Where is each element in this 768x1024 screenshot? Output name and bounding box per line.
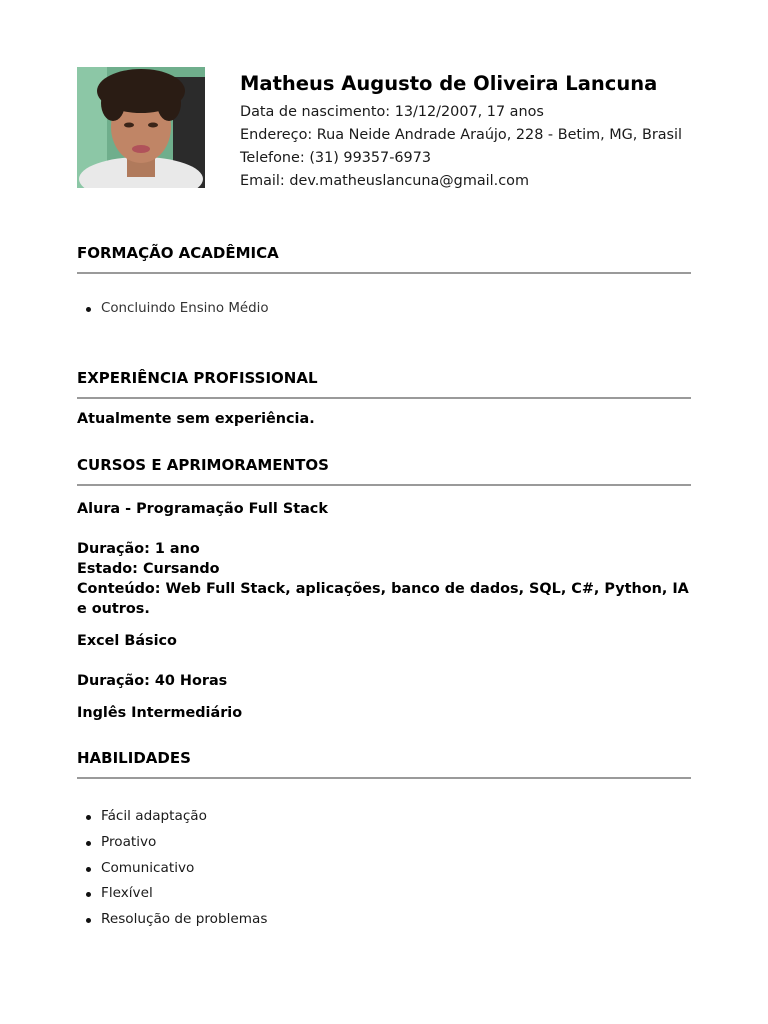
- course-name: Inglês Intermediário: [77, 705, 243, 721]
- list-item: Concluindo Ensino Médio: [77, 296, 691, 322]
- courses-title: CURSOS E APRIMORAMENTOS: [77, 455, 691, 486]
- full-name: Matheus Augusto de Oliveira Lancuna: [240, 72, 658, 95]
- list-item: Flexível: [77, 881, 691, 907]
- profile-photo: [77, 67, 205, 188]
- contact-info: [240, 71, 700, 193]
- experience-section: [77, 368, 691, 429]
- course-name: Alura - Programação Full Stack: [77, 501, 328, 517]
- education-list: [77, 296, 691, 322]
- experience-text: Atualmente sem experiência.: [77, 411, 315, 427]
- education-title: FORMAÇÃO ACADÊMICA: [77, 243, 691, 274]
- list-item: Fácil adaptação: [77, 804, 691, 830]
- course-name: Excel Básico: [77, 633, 177, 649]
- experience-title: EXPERIÊNCIA PROFISSIONAL: [77, 368, 691, 399]
- profile-photo-image: [77, 67, 205, 188]
- list-item: Proativo: [77, 830, 691, 856]
- birth-date: Data de nascimento: 13/12/2007, 17 anos: [240, 104, 544, 120]
- list-item: Comunicativo: [77, 856, 691, 882]
- course-duration: Duração: 1 ano: [77, 541, 200, 557]
- course-status: Estado: Cursando: [77, 561, 220, 577]
- skills-title: HABILIDADES: [77, 748, 691, 779]
- course-duration: Duração: 40 Horas: [77, 673, 228, 689]
- phone: Telefone: (31) 99357-6973: [240, 150, 432, 166]
- skills-section: [77, 748, 691, 933]
- skills-list: [77, 804, 691, 933]
- address: Endereço: Rua Neide Andrade Araújo, 228 - Betim, MG, Brasil: [240, 127, 683, 143]
- list-item: Resolução de problemas: [77, 907, 691, 933]
- education-section: [77, 243, 691, 322]
- resume-header: [77, 67, 691, 197]
- email: Email: dev.matheuslancuna@gmail.com: [240, 173, 529, 189]
- courses-section: [77, 455, 691, 723]
- course-content: Conteúdo: Web Full Stack, aplicações, banco de dados, SQL, C#, Python, IA e outros.: [77, 581, 689, 617]
